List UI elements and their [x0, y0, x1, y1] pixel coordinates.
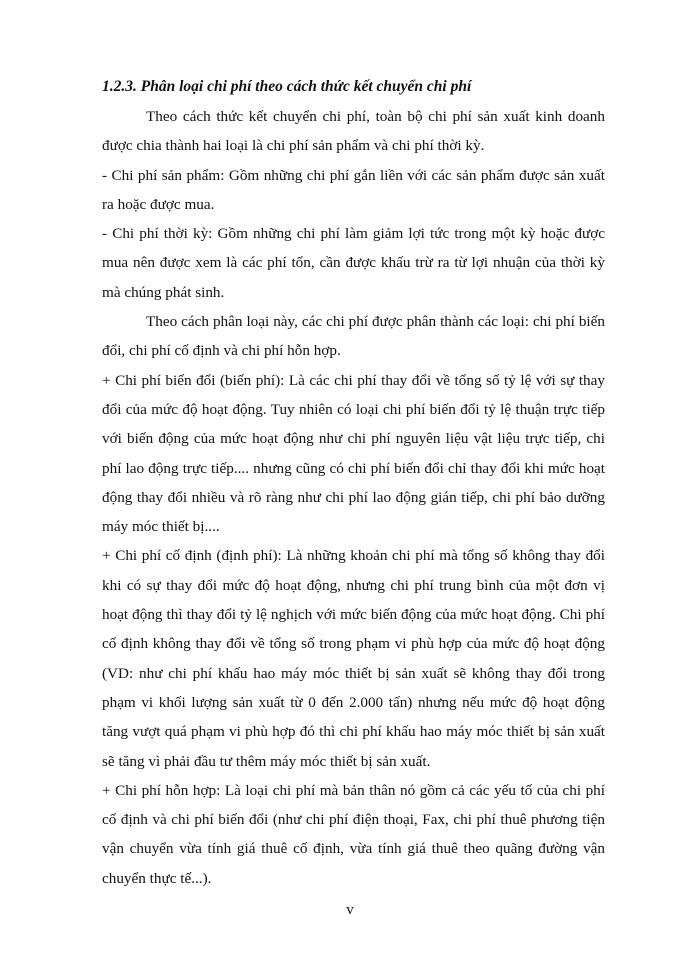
paragraph-mixed-cost: + Chi phí hỗn hợp: Là loại chi phí mà bản thân nó gồm cả các yếu tố của chi phí cố định và chi phí biến đổi (như chi phí điện thoại, Fax, chi phí thuê phương tiện vận chuyển vừa tính giá thuê cố định, vừa tính giá thuê theo quãng đường vận chuyển thực tế...).	[102, 781, 605, 887]
page-number: v	[346, 902, 354, 918]
paragraph-classification: Theo cách phân loại này, các chi phí được phân thành các loại: chi phí biến đổi, chi phí cố định và chi phí hỗn hợp.	[102, 313, 605, 360]
section-heading: 1.2.3. Phân loại chi phí theo cách thức kết chuyển chi phí	[102, 78, 472, 95]
paragraph-fixed-cost: + Chi phí cố định (định phí): Là những khoản chi phí mà tổng số không thay đổi khi có sự thay đổi mức độ hoạt động, nhưng chi phí trung bình của một đơn vị hoạt động thì thay đổi tỷ lệ nghịch với mức biến động của mức hoạt động. Chi phí cố định không thay đổi về tổng số trong phạm vi phù hợp của mức độ hoạt động (VD: như chi phí khấu hao máy móc thiết bị sản xuất sẽ không thay đổi trong phạm vi khối lượng sản xuất từ 0 đến 2.000 tấn) nhưng nếu mức độ hoạt động tăng vượt quá phạm vi phù hợp đó thì chi phí khấu hao máy móc thiết bị sản xuất sẽ tăng vì phải đầu tư thêm máy móc thiết bị sản xuất.	[102, 547, 605, 770]
paragraph-period-cost: - Chi phí thời kỳ: Gồm những chi phí làm giảm lợi tức trong một kỳ hoặc được mua nên được xem là các phí tổn, cần được khấu trừ ra từ lợi nhuận của thời kỳ mà chúng phát sinh.	[102, 225, 605, 301]
paragraph-variable-cost: + Chi phí biến đổi (biến phí): Là các chi phí thay đổi về tổng số tỷ lệ với sự thay đổi của mức độ hoạt động. Tuy nhiên có loại chi phí biến đổi tỷ lệ thuận trực tiếp với biến động của mức hoạt động như chi phí nguyên liệu vật liệu trực tiếp, chi phí lao động trực tiếp.... nhưng cũng có chi phí biến đổi chỉ thay đổi khi mức hoạt động thay đổi nhiều và rõ ràng như chi phí lao động gián tiếp, chi phí bảo dưỡng máy móc thiết bị....	[102, 371, 605, 536]
paragraph-intro: Theo cách thức kết chuyển chi phí, toàn bộ chi phí sản xuất kinh doanh được chia thành hai loại là chi phí sản phẩm và chi phí thời kỳ.	[102, 108, 605, 155]
paragraph-product-cost: - Chi phí sản phẩm: Gồm những chi phí gắn liền với các sản phẩm được sản xuất ra hoặc được mua.	[102, 166, 605, 213]
document-page	[102, 74, 605, 893]
